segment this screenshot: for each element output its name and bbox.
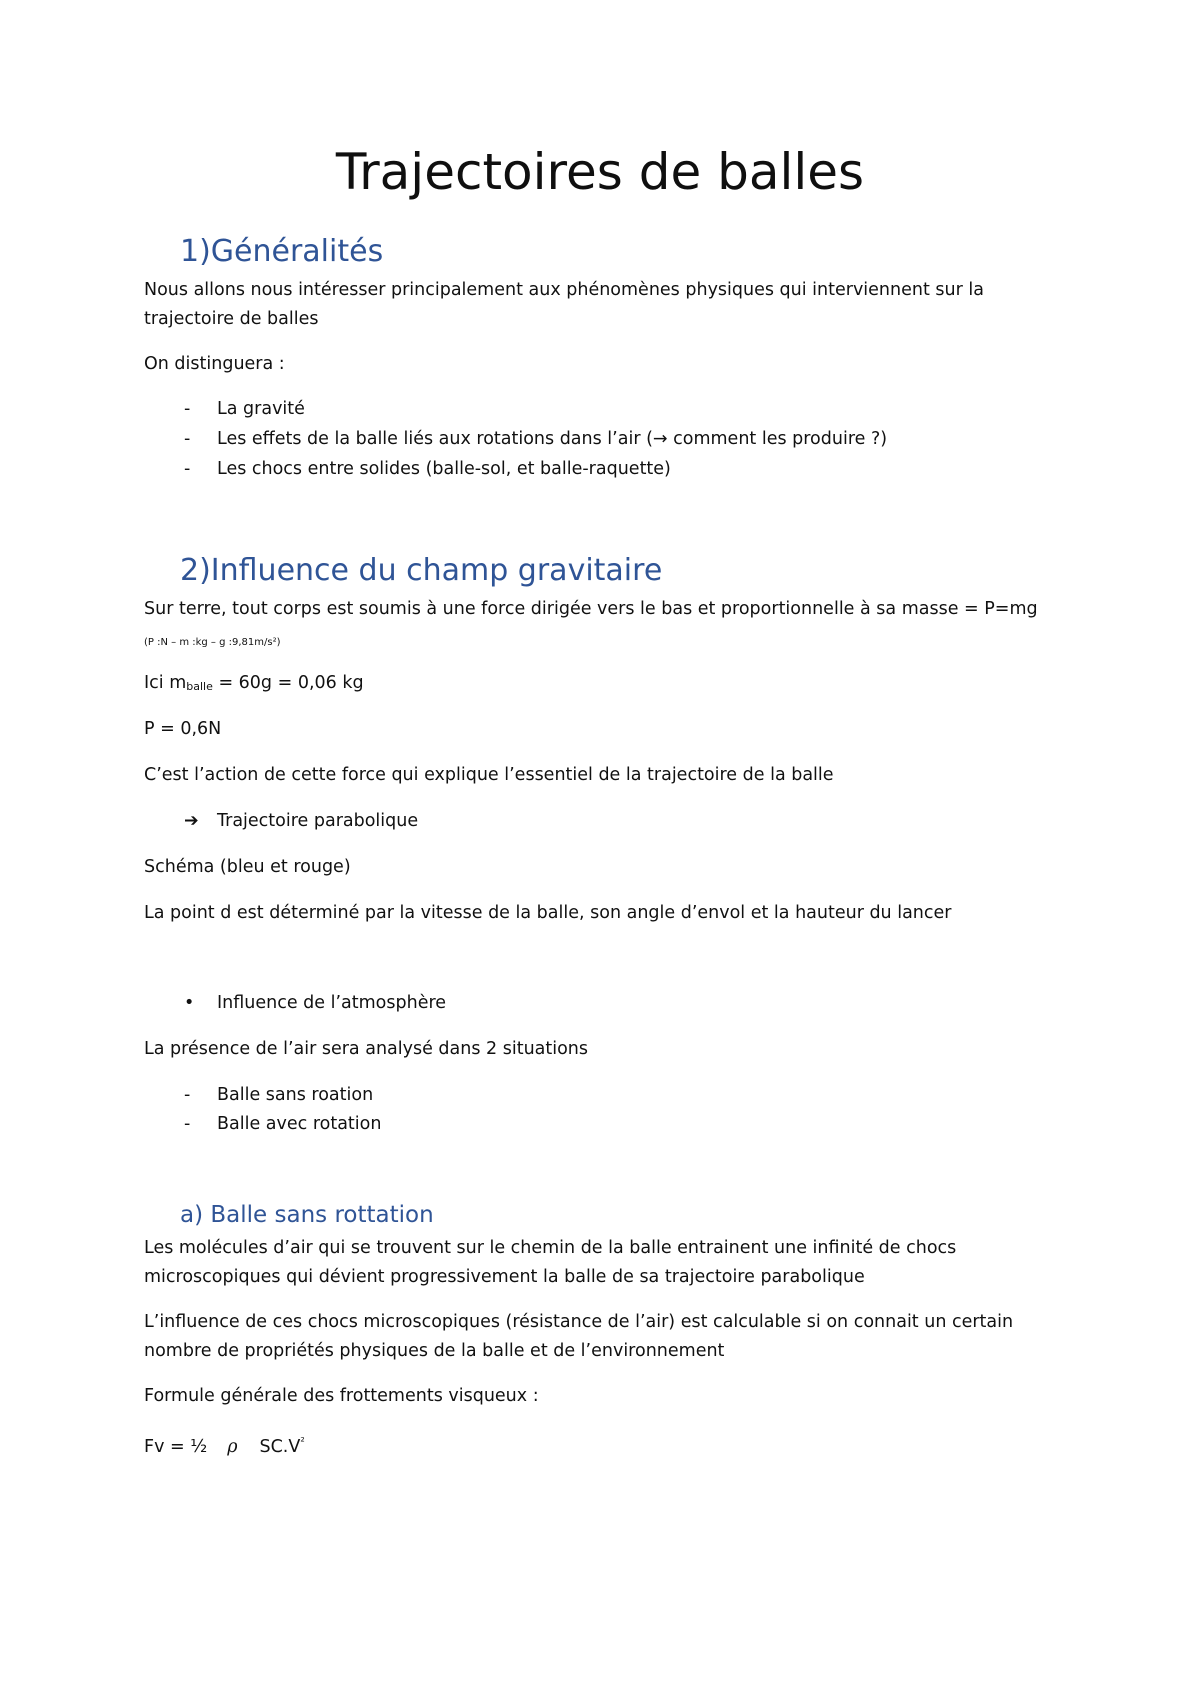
paragraph-line: nombre de propriétés physiques de la balle et de l’environnement — [144, 1341, 725, 1361]
list-item: Influence de l’atmosphère — [217, 993, 447, 1013]
list-item: La gravité — [217, 399, 305, 419]
formula-exponent: ² — [300, 1435, 305, 1448]
rho-symbol: ρ — [227, 1437, 238, 1457]
paragraph: On distinguera : — [144, 354, 285, 374]
mass-prefix: Ici m — [144, 673, 187, 693]
formula-left: Fv = ½ — [144, 1437, 208, 1457]
section-heading-gravitaire: 2)Influence du champ gravitaire — [180, 553, 663, 588]
paragraph-line: Nous allons nous intéresser principalement aux phénomènes physiques qui interviennent sur la — [144, 280, 984, 300]
list-item-marker: - — [184, 459, 191, 479]
paragraph-line: trajectoire de balles — [144, 309, 319, 329]
paragraph-line: Les molécules d’air qui se trouvent sur le chemin de la balle entrainent une infinité de chocs — [144, 1238, 957, 1258]
list-item-marker: - — [184, 429, 191, 449]
list-item-marker: - — [184, 1085, 191, 1105]
paragraph-line: L’influence de ces chocs microscopiques (résistance de l’air) est calculable si on connait un certain — [144, 1312, 1014, 1332]
mass-line — [144, 672, 364, 698]
section-heading-generalites: 1)Généralités — [180, 234, 384, 269]
formula — [144, 1431, 305, 1458]
subsection-heading-sans-rotation: a) Balle sans rottation — [180, 1202, 434, 1228]
formula-right: SC.V — [259, 1437, 301, 1457]
list-item: Balle sans roation — [217, 1085, 374, 1105]
paragraph-line: microscopiques qui dévient progressivement la balle de sa trajectoire parabolique — [144, 1267, 865, 1287]
weight-line: P = 0,6N — [144, 719, 222, 739]
paragraph: Formule générale des frottements visqueux : — [144, 1386, 539, 1406]
paragraph: Sur terre, tout corps est soumis à une force dirigée vers le bas et proportionnelle à sa masse = P=mg — [144, 599, 1038, 619]
list-item: Les chocs entre solides (balle-sol, et balle-raquette) — [217, 459, 671, 479]
paragraph: C’est l’action de cette force qui explique l’essentiel de la trajectoire de la balle — [144, 765, 834, 785]
units-note: (P :N – m :kg – g :9,81m/s²) — [144, 637, 281, 648]
page-title: Trajectoires de balles — [335, 143, 865, 201]
bullet-dot-icon: • — [184, 993, 195, 1013]
list-item: Les effets de la balle liés aux rotations dans l’air (→ comment les produire ?) — [217, 429, 888, 449]
arrow-item: Trajectoire parabolique — [217, 811, 419, 831]
arrow-icon: ➔ — [184, 811, 199, 831]
paragraph: Schéma (bleu et rouge) — [144, 857, 351, 877]
mass-subscript: balle — [186, 680, 213, 693]
list-item-marker: - — [184, 399, 191, 419]
paragraph: La présence de l’air sera analysé dans 2 situations — [144, 1039, 589, 1059]
mass-suffix: = 60g = 0,06 kg — [212, 673, 364, 693]
list-item-marker: - — [184, 1114, 191, 1134]
list-item: Balle avec rotation — [217, 1114, 382, 1134]
paragraph: La point d est déterminé par la vitesse de la balle, son angle d’envol et la hauteur du lancer — [144, 903, 952, 923]
